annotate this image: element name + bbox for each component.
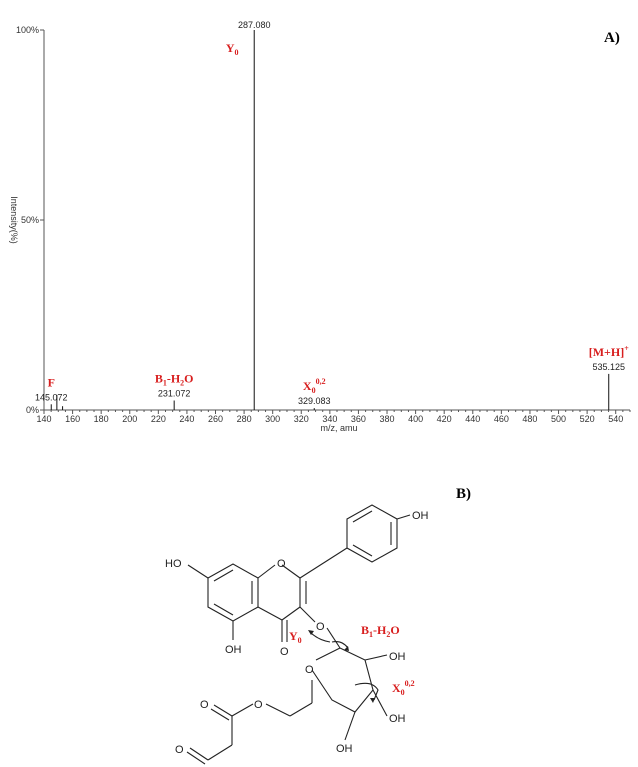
panel-a-label: A) (604, 30, 620, 46)
x-tick-label: 460 (493, 414, 509, 424)
fragment-annotation: F (47, 375, 55, 390)
o-ester2-label: O (200, 699, 209, 711)
x-tick-label: 320 (293, 414, 309, 424)
y-axis-label: Intensity(%) (9, 196, 19, 244)
peak-mz-label: 231.072 (157, 388, 191, 399)
x-tick-label: 260 (207, 414, 224, 424)
x-tick-label: 480 (522, 414, 538, 424)
x-tick-label: 540 (608, 414, 624, 424)
x-tick-label: 220 (150, 414, 166, 424)
o-ald-label: O (175, 744, 184, 756)
x-tick-label: 280 (236, 414, 252, 424)
fragment-annotation: $X_0^{0,2}$ (302, 377, 326, 396)
peak-mz-label: 535.125 (592, 361, 626, 372)
mass-spectrum-chart (9, 20, 630, 433)
y0-label: $Y_0$ (289, 629, 302, 645)
x-axis-label: m/z, amu (320, 423, 358, 433)
x0-label: $X_0^{0,2}$ (392, 679, 415, 697)
o-glyco-label: O (316, 621, 325, 633)
oh-top-label: OH (412, 510, 429, 522)
o-ester-label: O (254, 699, 263, 711)
x-tick-label: 340 (322, 414, 338, 424)
x-tick-label: 520 (579, 414, 595, 424)
x-tick-label: 160 (65, 414, 81, 424)
y-tick-label: 0% (25, 405, 39, 415)
o-carbonyl-label: O (280, 646, 289, 658)
b-ring (347, 505, 397, 562)
oh-s1-label: OH (389, 651, 406, 663)
oh-bottom-label: OH (225, 644, 242, 656)
chemical-structure (165, 505, 429, 764)
peak-mz-label: 329.083 (297, 396, 331, 407)
x-tick-label: 180 (93, 414, 109, 424)
oh-s3-label: OH (336, 743, 353, 755)
x-tick-label: 300 (265, 414, 281, 424)
ho-left-label: HO (165, 558, 182, 570)
y0-arrow (310, 632, 330, 642)
x-tick-label: 500 (551, 414, 567, 424)
x-tick-label: 360 (350, 414, 366, 424)
x-tick-label: 240 (179, 414, 195, 424)
x-tick-label: 200 (122, 414, 138, 424)
b1-label: $B_1-H_2O$ (361, 623, 400, 639)
fragment-annotation: $B_1-H_2O$ (154, 371, 194, 388)
y-tick-label: 100% (15, 25, 39, 35)
x-tick-label: 380 (379, 414, 395, 424)
fragment-annotation: $Y_0$ (225, 41, 239, 57)
o-sugar-label: O (305, 664, 314, 676)
x-tick-label: 440 (465, 414, 481, 424)
oh-s2-label: OH (389, 713, 406, 725)
x-tick-label: 420 (436, 414, 452, 424)
panel-b-label: B) (456, 486, 471, 502)
x-tick-label: 400 (408, 414, 424, 424)
y-tick-label: 50% (20, 215, 39, 225)
a-ring (208, 564, 258, 621)
peak-mz-label: 287.080 (237, 20, 271, 30)
x-tick-label: 140 (36, 414, 52, 424)
peak-mz-label: 145.072 (34, 392, 68, 403)
o-ring-label: O (277, 558, 286, 570)
fragment-annotation: [M+H]+ (588, 343, 629, 359)
